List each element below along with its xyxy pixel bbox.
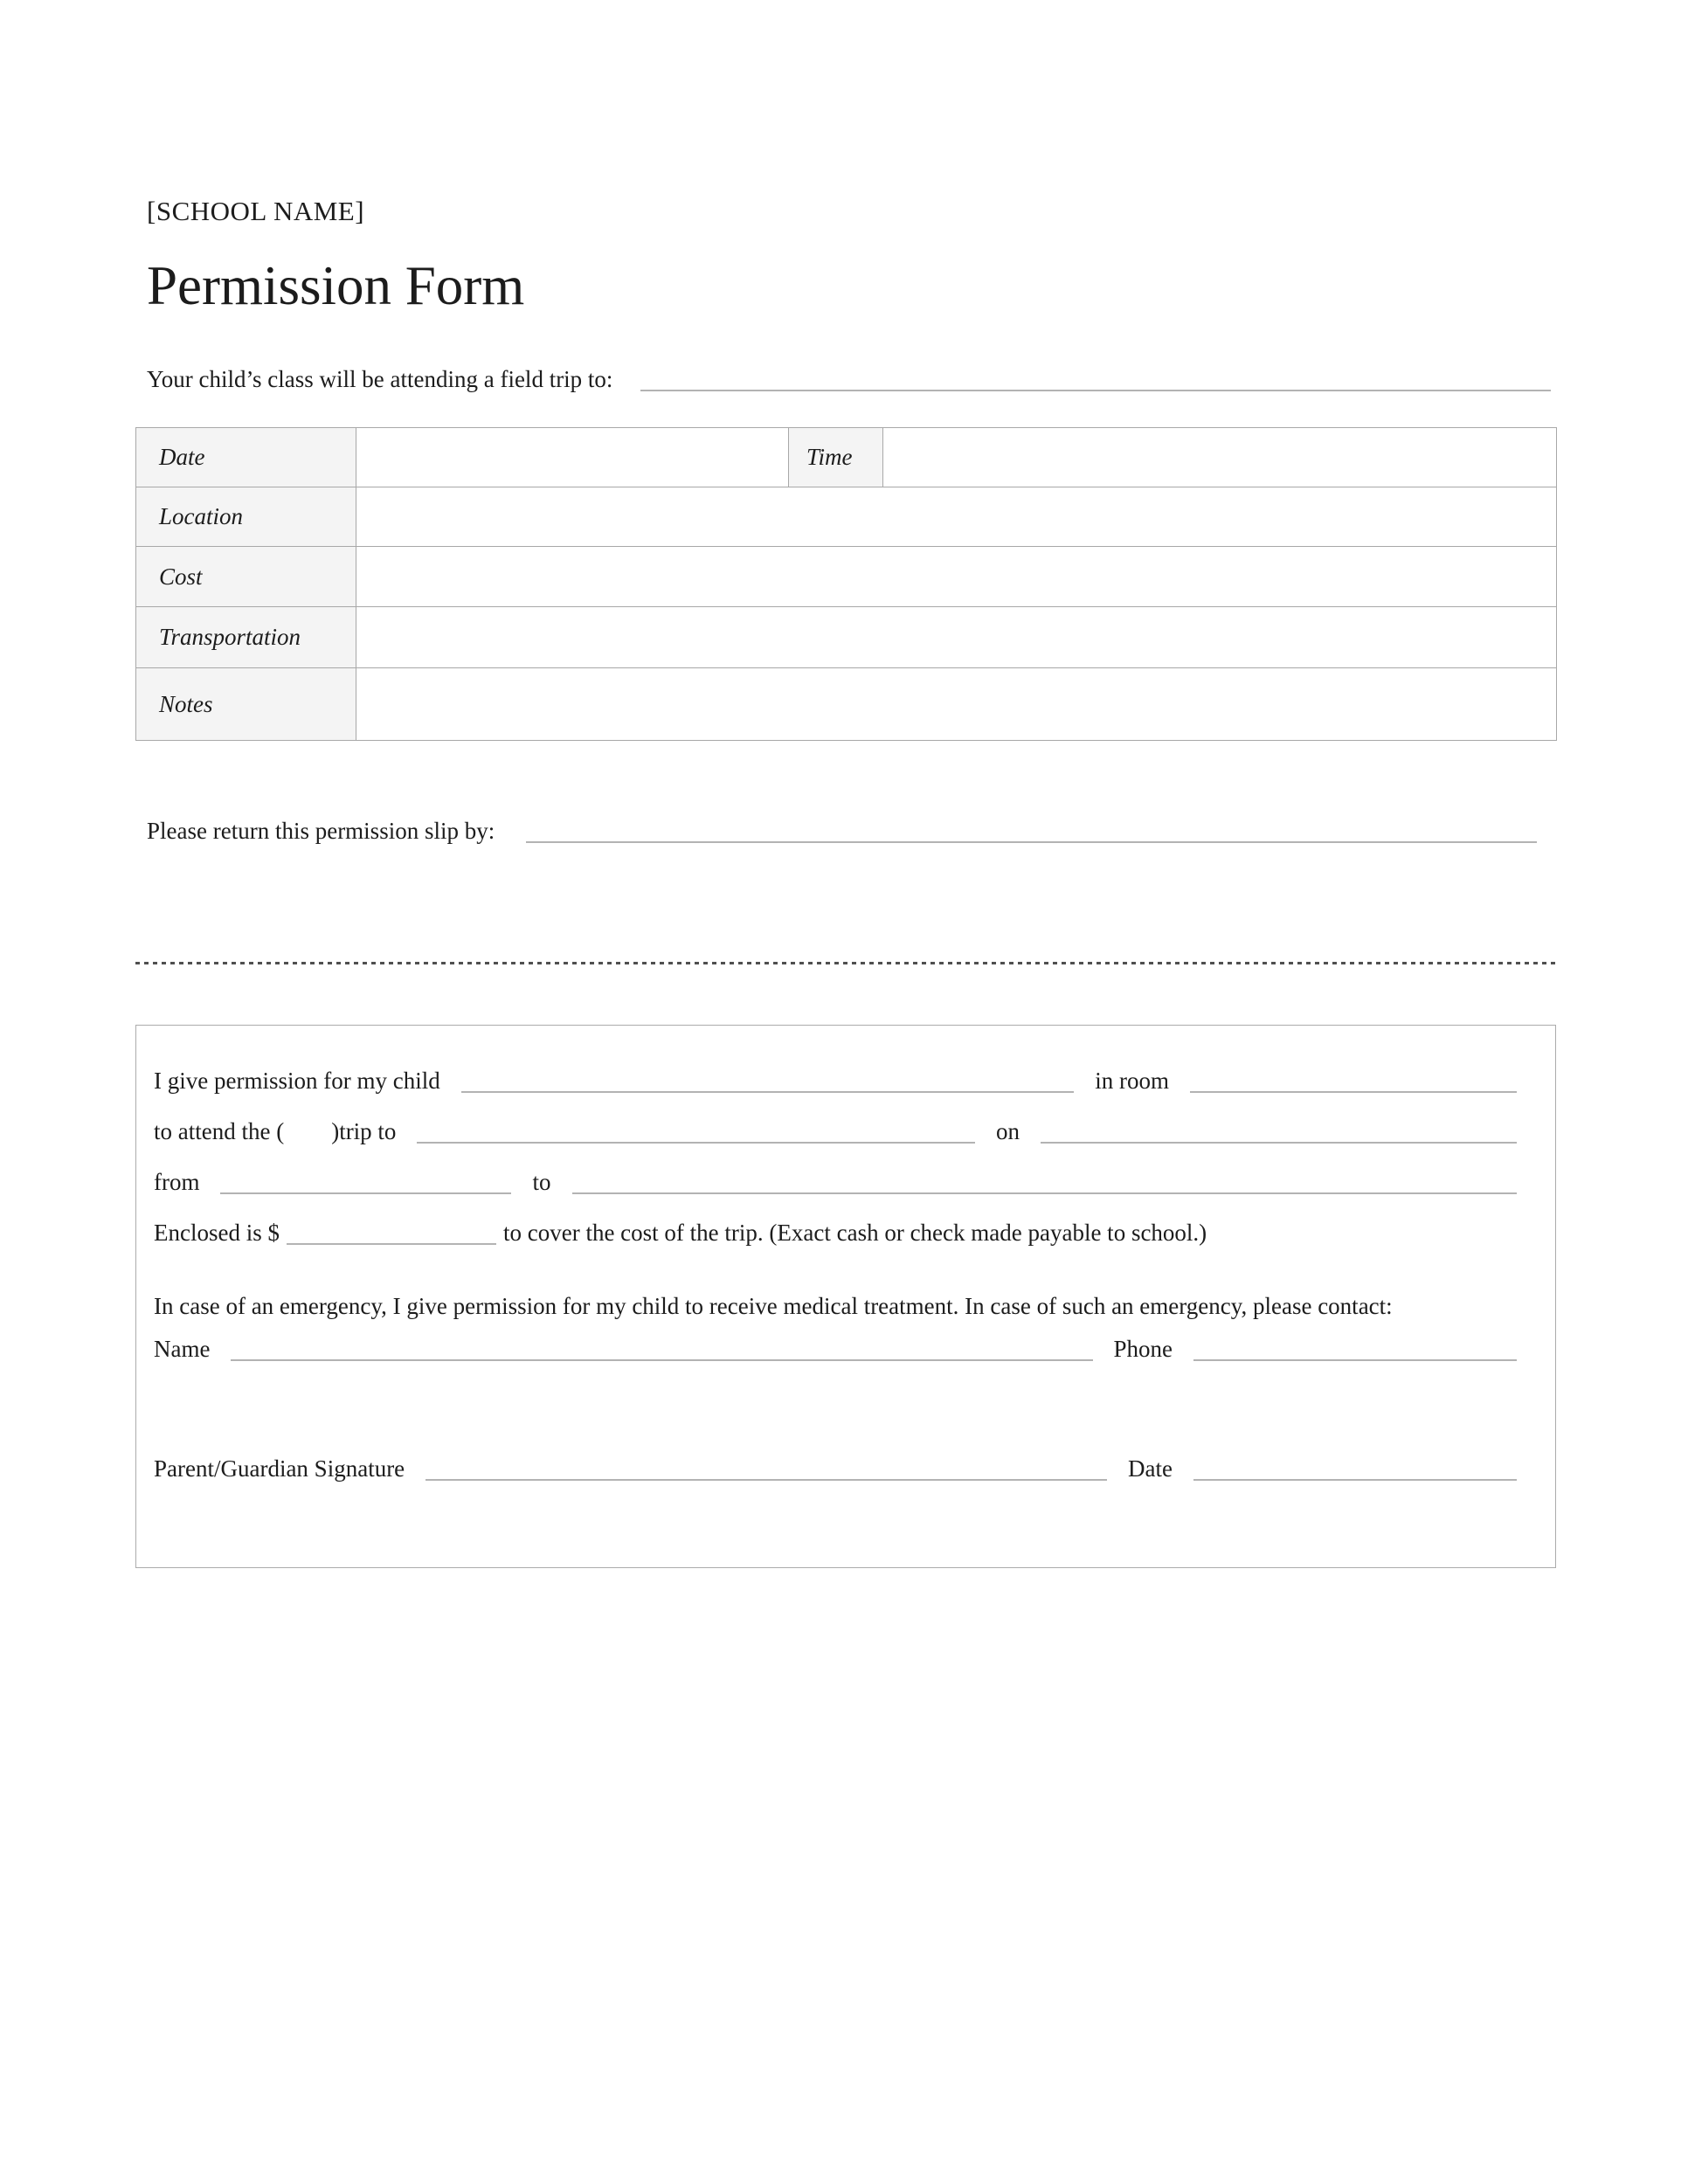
table-row-cost [136, 547, 1557, 607]
field-trip-destination-row [135, 364, 1556, 394]
table-row-notes [136, 668, 1557, 741]
from-label: from [154, 1169, 200, 1195]
slip-row-cost [154, 1218, 1517, 1248]
tear-off-dashed-line [135, 962, 1556, 964]
contact-phone-field[interactable] [1193, 1334, 1517, 1361]
location-label-cell: Location [136, 487, 356, 547]
permission-prefix-label: I give permission for my child [154, 1068, 440, 1094]
contact-phone-label: Phone [1113, 1336, 1173, 1362]
return-by-label: Please return this permission slip by: [147, 818, 495, 844]
location-value-cell[interactable] [356, 487, 1557, 547]
time-label-cell: Time [789, 428, 883, 487]
enclosed-suffix-label: to cover the cost of the trip. (Exact cash or check made payable to school.) [502, 1220, 1207, 1246]
table-row-transportation [136, 607, 1557, 668]
child-name-field[interactable] [461, 1066, 1075, 1093]
school-name-text: [SCHOOL NAME] [147, 196, 365, 226]
return-by-date-field[interactable] [526, 816, 1537, 843]
slip-row-emergency-contact [154, 1334, 1517, 1364]
to-time-field[interactable] [572, 1167, 1518, 1194]
enclosed-amount-field[interactable] [287, 1218, 496, 1245]
slip-row-times [154, 1167, 1517, 1197]
transportation-label-cell: Transportation [136, 607, 356, 668]
trip-destination-field[interactable] [417, 1116, 975, 1144]
signature-label: Parent/Guardian Signature [154, 1455, 405, 1482]
slip-row-signature [154, 1454, 1517, 1483]
enclosed-prefix-label: Enclosed is $ [154, 1220, 280, 1246]
field-trip-destination-label: Your child’s class will be attending a field trip to: [147, 366, 613, 392]
to-label: to [532, 1169, 551, 1195]
table-row-location [136, 487, 1557, 547]
transportation-value-cell[interactable] [356, 607, 1557, 668]
on-label: on [996, 1118, 1020, 1144]
return-by-row [135, 816, 1556, 846]
attend-prefix-label: to attend the ( )trip to [154, 1118, 397, 1144]
contact-name-label: Name [154, 1336, 211, 1362]
signature-field[interactable] [425, 1454, 1107, 1481]
field-trip-destination-field[interactable] [640, 364, 1551, 391]
contact-name-field[interactable] [231, 1334, 1092, 1361]
notes-label-cell: Notes [136, 668, 356, 741]
slip-row-child [154, 1066, 1517, 1095]
date-value-cell[interactable] [356, 428, 789, 487]
trip-details-table [135, 427, 1557, 741]
permission-slip-box [135, 1025, 1556, 1568]
in-room-label: in room [1095, 1068, 1169, 1094]
emergency-statement: In case of an emergency, I give permission for my child to receive medical treatment. In case of such an emergency, please contact: [154, 1293, 1393, 1319]
from-time-field[interactable] [220, 1167, 511, 1194]
trip-date-field[interactable] [1041, 1116, 1517, 1144]
date-label-cell: Date [136, 428, 356, 487]
page-title: Permission Form [147, 255, 525, 316]
cost-label-cell: Cost [136, 547, 356, 607]
cost-value-cell[interactable] [356, 547, 1557, 607]
signature-date-field[interactable] [1193, 1454, 1517, 1481]
table-row-date [136, 428, 1557, 487]
signature-date-label: Date [1128, 1455, 1173, 1482]
time-value-cell[interactable] [883, 428, 1557, 487]
room-number-field[interactable] [1190, 1066, 1517, 1093]
notes-value-cell[interactable] [356, 668, 1557, 741]
slip-row-trip [154, 1116, 1517, 1146]
